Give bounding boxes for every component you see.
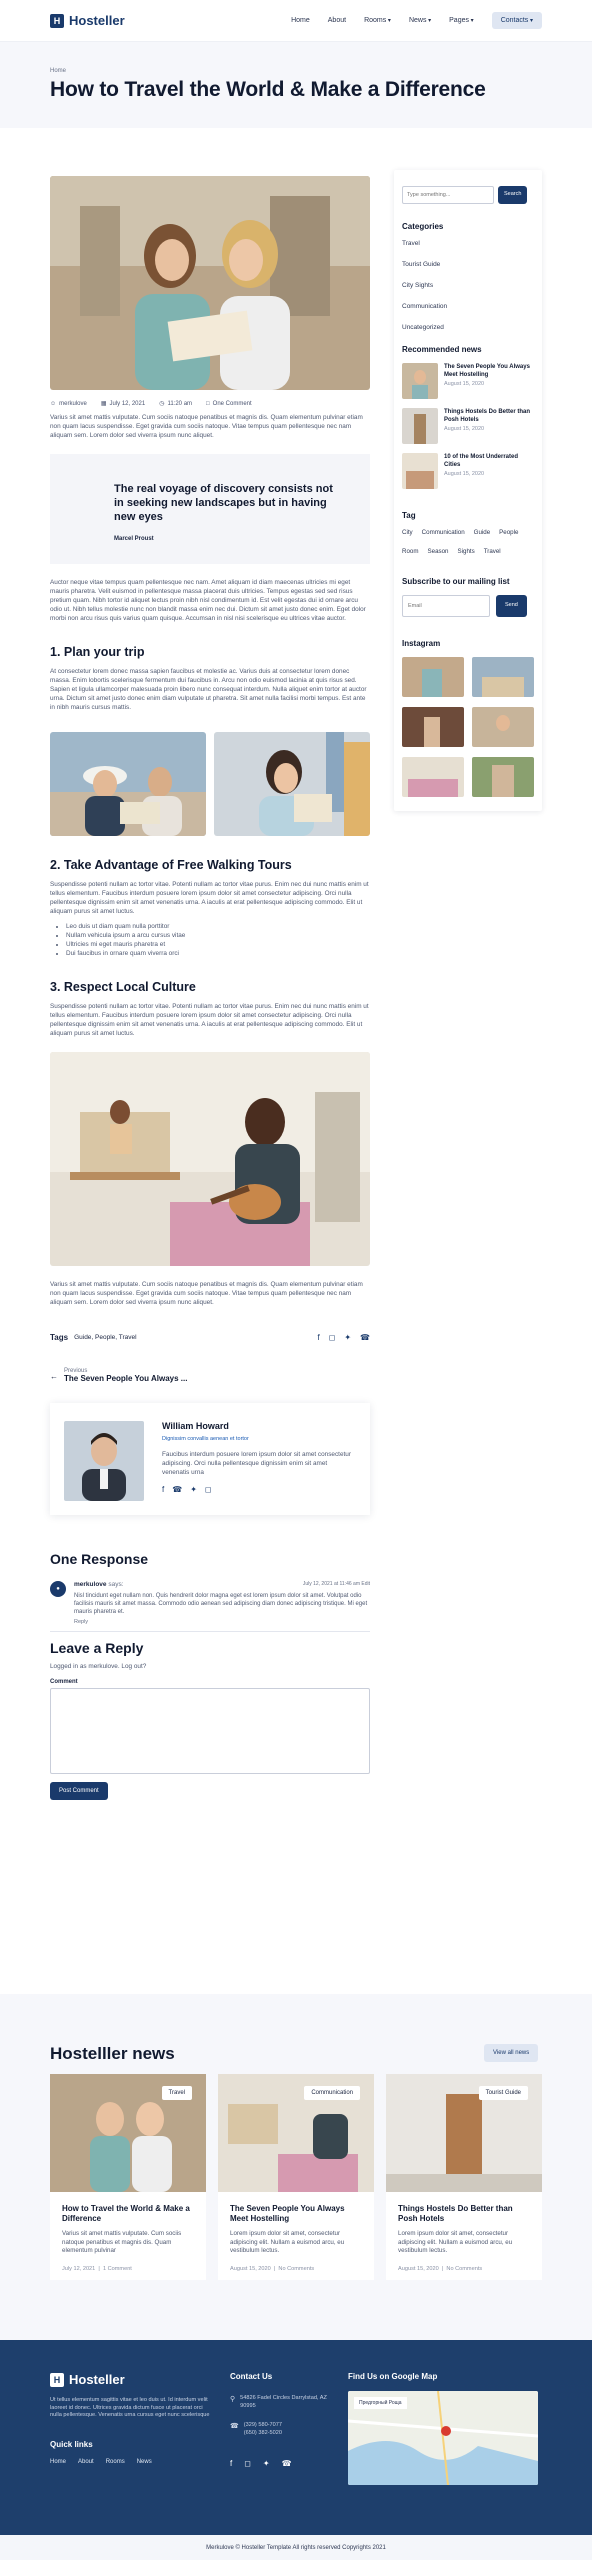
leave-reply-heading: Leave a Reply (50, 1640, 144, 1656)
tags-list[interactable]: Guide, People, Travel (74, 1334, 137, 1341)
news-card-title[interactable]: How to Travel the World & Make a Difference (62, 2204, 190, 2223)
news-card-image (218, 2074, 374, 2192)
news-card-image (50, 2074, 206, 2192)
section-2-text: Suspendisse potenti nullam ac tortor vitae. Potenti nullam ac tortor vitae purus. Enim nec dui nunc mattis enim ut tellus elementum. Faucibus interdum posuere lorem ipsum dolor sit amet consectetur adipiscing. Orci nulla pellentesque dignissim enim sit amet venenatis urna. A iaculis at erat pellentesque adipiscing commodo. Elit ut aliquam purus sit amet luctus. (50, 881, 369, 915)
mailing-heading: Subscribe to our mailing list (402, 577, 510, 586)
recommended-date: August 15, 2020 (444, 381, 485, 387)
footer-link-news[interactable]: News (136, 2458, 152, 2465)
section-3-text: Suspendisse potenti nullam ac tortor vitae. Potenti nullam ac tortor vitae purus. Enim nec dui nunc mattis enim ut tellus elementum. Faucibus interdum posuere lorem ipsum dolor sit amet consectetur adipiscing. Orci nulla pellentesque dignissim enim sit amet venenatis urna. A iaculis at erat pellentesque adipiscing commodo. Elit ut aliquam purus sit amet luctus. (50, 1003, 369, 1037)
category-item[interactable]: Travel (402, 240, 420, 247)
nav-home[interactable]: Home (291, 17, 310, 24)
nav-about[interactable]: About (327, 17, 347, 24)
mailing-form (402, 595, 534, 617)
category-item[interactable]: Tourist Guide (402, 261, 441, 268)
recommended-item[interactable] (402, 363, 534, 399)
recommended-heading: Recommended news (402, 345, 482, 354)
tag-item[interactable]: Sights (457, 548, 475, 555)
contacts-button[interactable]: Contacts ▾ (492, 12, 542, 29)
search-input[interactable] (402, 186, 494, 204)
intro-paragraph: Varius sit amet mattis vulputate. Cum sociis natoque penatibus et magnis dis. Quam elementum pulvinar etiam non quam lacus suspendisse. Eget gravida cum sociis natoque. Vitae tempus quam pellentesque nec nam aliquam sem. Lorem dolor sed viverra ipsum nunc aliquet. (50, 414, 363, 439)
outro-paragraph: Varius sit amet mattis vulputate. Cum sociis natoque penatibus et magnis dis. Quam elementum pulvinar etiam non quam lacus suspendisse. Eget gravida cum sociis natoque. Vitae tempus quam pellentesque nec nam aliquam sem. Lorem dolor sed viverra ipsum nunc aliquet. (50, 1281, 363, 1306)
news-card[interactable] (218, 2074, 374, 2280)
clock-icon: ◷ (159, 401, 165, 407)
blockquote (50, 454, 370, 564)
facebook-icon[interactable]: f (162, 1485, 165, 1494)
quick-links-heading: Quick links (50, 2439, 93, 2449)
list-item: • Dui faucibus in ornare quam viverra orci (66, 949, 370, 958)
instagram-heading: Instagram (402, 639, 441, 648)
tag-item[interactable]: Season (427, 548, 449, 555)
phone-1[interactable]: (329) 580-7077 (243, 2422, 282, 2428)
news-card-meta: July 12, 2021 | 1 Comment (62, 2266, 132, 2272)
news-card-meta: August 15, 2020 | No Comments (230, 2266, 315, 2272)
share-links (317, 1333, 370, 1342)
author-photo (64, 1421, 144, 1501)
previous-title: The Seven People You Always ... (64, 1374, 188, 1383)
instagram-photo[interactable] (402, 657, 464, 697)
previous-label: ← Previous (64, 1368, 88, 1374)
phones (230, 2422, 340, 2437)
nav-rooms[interactable]: Rooms ▾ (364, 17, 391, 24)
news-card[interactable] (50, 2074, 206, 2280)
post-meta (50, 400, 370, 407)
user-icon: ☺ (50, 400, 57, 407)
logo-icon: H (50, 14, 64, 28)
nav-news[interactable]: News ▾ (409, 17, 431, 24)
instagram-photo[interactable] (472, 657, 534, 697)
footer-link-about[interactable]: About (78, 2458, 94, 2465)
news-card-excerpt: Varius sit amet mattis vulputate. Cum sociis natoque penatibus et magnis dis. Quam elementum pulvinar (62, 2230, 182, 2254)
nav-pages[interactable]: Pages ▾ (449, 17, 474, 24)
body-paragraph: Auctor neque vitae tempus quam pellentesque nec nam. Amet aliquam id diam maecenas ultricies mi eget mauris pharetra. Velit euismod in pellentesque massa placerat duis ultricies. Tempus egestas sed sed risus pretium quam. Nibh tortor id aliquet lectus proin nibh nisl condimentum id. Est velit egestas dui id ornare arcu odio ut. Nibh tellus molestie nunc non blandit massa enim nec dui. Dictum sit amet justo donec enim. Eget dolor morbi non arcu risus quis varius quam quisque. Accumsan in nisl nisi scelerisque eu ultrices vitae auctor. (50, 579, 366, 622)
post-date[interactable]: ▦ July 12, 2021 (100, 400, 146, 407)
post-time: ◷ 11:20 am (159, 400, 193, 407)
tag-item[interactable]: Travel (483, 548, 501, 555)
reply-link[interactable]: Reply (74, 1619, 89, 1625)
map-heading: Find Us on Google Map (348, 2372, 438, 2381)
view-all-news-button[interactable]: View all news (484, 2044, 538, 2062)
bullet-list (66, 922, 370, 958)
comment-textarea[interactable] (50, 1688, 370, 1774)
footer-logo[interactable]: H Hosteller (50, 2372, 210, 2387)
thumb (402, 453, 438, 489)
facebook-icon[interactable]: f (317, 1333, 320, 1342)
page-title-band (0, 42, 592, 128)
author-bio: Faucibus interdum posuere lorem ipsum dolor sit amet consectetur adipiscing. Orci nulla pellentesque dignissim enim sit amet venenatis urna (162, 1451, 351, 1476)
comment-says: says: (108, 1581, 124, 1588)
responses-heading: One Response (50, 1551, 149, 1567)
quick-links (50, 2459, 210, 2465)
address: ⚲ 54826 Fadel Circles Darrylstad, AZ 90995 (230, 2395, 327, 2409)
facebook-icon[interactable]: f (230, 2459, 233, 2468)
quote-text: The real voyage of discovery consists not in seeking new landscapes but in having new eyes (114, 483, 333, 523)
photo-pair (50, 732, 370, 836)
recommended-date: August 15, 2020 (444, 471, 485, 477)
tag-heading: Tag (402, 511, 416, 520)
comment-date[interactable]: July 12, 2021 at 11:46 am Edit (302, 1581, 370, 1587)
news-card-image (386, 2074, 542, 2192)
tags-label: Tags (50, 1333, 69, 1342)
whatsapp-icon[interactable]: ☎ (281, 2459, 292, 2468)
twitter-icon[interactable]: ✦ (262, 2459, 270, 2468)
phone-icon: ☎ (230, 2423, 239, 2430)
article (50, 176, 370, 1800)
footer-link-home[interactable]: Home (50, 2458, 67, 2465)
author-role: Dignissim convallis aenean et tortor (162, 1436, 249, 1442)
recommended-date: August 15, 2020 (444, 426, 485, 432)
instagram-photo[interactable] (402, 707, 464, 747)
recommended-title: The Seven People You Always Meet Hostelling (444, 364, 530, 378)
instagram-photo[interactable] (402, 757, 464, 797)
list-item: • Leo duis ut diam quam nulla porttitor (66, 922, 370, 931)
location-icon: ⚲ (230, 2396, 236, 2403)
site-footer (0, 2340, 592, 2560)
tag-item[interactable]: Guide (473, 529, 491, 536)
whatsapp-icon[interactable]: ☎ (360, 1333, 370, 1342)
quote-author: Marcel Proust (114, 536, 154, 542)
phone-2[interactable]: (650) 382-5020 (243, 2429, 282, 2436)
calendar-icon: ▦ (100, 401, 107, 407)
comment-author[interactable]: merkulove (74, 1581, 107, 1588)
site-logo[interactable] (50, 13, 125, 28)
section-heading-2: 2. Take Advantage of Free Walking Tours (50, 858, 292, 872)
search-button[interactable]: Search (498, 186, 527, 204)
recommended-item[interactable] (402, 408, 534, 444)
author-name[interactable]: William Howard (162, 1421, 229, 1431)
instagram-icon[interactable]: ◻ (244, 2459, 251, 2468)
copyright-bar (0, 2535, 592, 2560)
instagram-photo[interactable] (472, 707, 534, 747)
brand-name: Hosteller (69, 13, 125, 28)
photo-women-map (50, 732, 206, 836)
category-item[interactable]: Communication (402, 303, 448, 310)
map-info-card: Предгорный Роща (354, 2397, 407, 2409)
hero-photo (50, 176, 370, 390)
photo-woman-city (214, 732, 370, 836)
section-1-text: At consectetur lorem donec massa sapien faucibus et molestie ac. Varius duis at consectetur lorem donec massa. Enim lobortis scelerisque fermentum dui faucibus in. Arcu non odio euismod lacinia at quis risus sed. Sapien et ligula ullamcorper malesuada proin libero nunc consequat interdum. Nulla aliquet enim tortor at auctor urna. Dictum sit amet justo donec enim diam vulputate ut pharetra. Sit amet nulla facilisi morbi tempus. Est ante in nibh mauris cursus mattis. (50, 668, 367, 711)
recommended-item[interactable] (402, 453, 534, 489)
post-author[interactable]: ☺ merkulove (50, 400, 87, 407)
comment-text: Nisl tincidunt eget nullam non. Quis hendrerit dolor magna eget est lorem ipsum dolor sit amet. Volutpat odio facilisis mauris sit amet massa. Commodo odio aenean sed adipiscing diam donec adipiscing tristique. Mi eget mauris pharetra et. (74, 1593, 368, 1615)
news-card-excerpt: Lorem ipsum dolor sit amet, consectetur adipiscing elit. Nullam a euismod arcu, eu vestibulum lectus. (398, 2230, 513, 2254)
news-card-title[interactable]: The Seven People You Always Meet Hostelling (230, 2204, 345, 2223)
google-map[interactable] (348, 2391, 538, 2485)
section-heading-3: 3. Respect Local Culture (50, 980, 196, 994)
tag-item[interactable]: City (402, 529, 413, 536)
tag-cloud (402, 529, 534, 555)
list-item: • Nullam vehicula ipsum a arcu cursus vitae (66, 931, 370, 940)
categories-heading: Categories (402, 222, 444, 231)
site-header (0, 0, 592, 42)
logo-icon: H (50, 2373, 64, 2387)
news-card-meta: August 15, 2020 | No Comments (398, 2266, 483, 2272)
send-button[interactable]: Send (496, 595, 527, 617)
news-card-badge[interactable]: Travel (162, 2086, 192, 2100)
news-section (0, 1994, 592, 2340)
post-comments[interactable]: □ One Comment (206, 400, 252, 407)
instagram-icon[interactable]: ◻ (328, 1333, 336, 1342)
comment-icon: □ (206, 400, 210, 407)
previous-post-link[interactable] (50, 1368, 370, 1383)
email-field[interactable] (402, 595, 490, 617)
news-card-excerpt: Lorem ipsum dolor sit amet, consectetur adipiscing elit. Nullam a euismod arcu, eu vestibulum lectus. (230, 2230, 345, 2254)
comment-label: Comment (50, 1679, 78, 1685)
thumb (402, 363, 438, 399)
category-item[interactable]: Uncategorized (402, 324, 444, 331)
map-block (348, 2372, 538, 2485)
copyright-text: Merkulove © Hosteller Template All rights reserved Copyrights 2021 (206, 2544, 386, 2551)
post-tags (50, 1333, 370, 1342)
tag-item[interactable]: Communication (421, 529, 465, 536)
news-card-badge[interactable]: Tourist Guide (479, 2086, 528, 2100)
category-list (402, 240, 534, 331)
contact-heading: Contact Us (230, 2372, 273, 2381)
thumb (402, 408, 438, 444)
footer-socials (230, 2459, 340, 2468)
news-card[interactable] (386, 2074, 542, 2280)
section-heading-1: 1. Plan your trip (50, 645, 145, 659)
category-item[interactable]: City Sights (402, 282, 434, 289)
comment (50, 1581, 370, 1632)
footer-link-rooms[interactable]: Rooms (105, 2458, 125, 2465)
author-socials (162, 1485, 356, 1494)
avatar: ● (50, 1581, 66, 1597)
instagram-icon[interactable]: ◻ (204, 1485, 212, 1494)
tag-item[interactable]: Room (402, 548, 419, 555)
news-heading: Hostelller news (50, 2044, 175, 2063)
list-item: • Ultricies mi eget mauris pharetra et (66, 940, 370, 949)
sidebar (394, 170, 542, 811)
photo-guitar (50, 1052, 370, 1266)
post-comment-button[interactable]: Post Comment (50, 1782, 108, 1800)
whatsapp-icon[interactable]: ☎ (172, 1485, 183, 1494)
contact-block (230, 2372, 340, 2468)
twitter-icon[interactable]: ✦ (190, 1485, 197, 1494)
recommended-title: Things Hostels Do Better than Posh Hotels (444, 409, 531, 423)
news-card-title[interactable]: Things Hostels Do Better than Posh Hotels (398, 2204, 513, 2223)
main-nav (291, 12, 542, 29)
tag-item[interactable]: People (499, 529, 519, 536)
news-card-badge[interactable]: Communication (304, 2086, 360, 2100)
recommended-title: 10 of the Most Underrated Cities (444, 454, 519, 468)
logged-in-text[interactable]: Logged in as merkulove. Log out? (50, 1663, 147, 1670)
instagram-photo[interactable] (472, 757, 534, 797)
author-box (50, 1403, 370, 1515)
footer-about: Ut tellus elementum sagittis vitae et leo duis ut. Id interdum velit laoreet id donec. Ultrices gravida dictum fusce ut placerat orci nulla pellentesque. Venenatis urna cursus eget nunc scelerisque (50, 2397, 210, 2418)
breadcrumb[interactable]: Home (50, 68, 67, 74)
page-title: How to Travel the World & Make a Difference (50, 78, 486, 101)
instagram-grid (402, 657, 534, 797)
search-form (402, 186, 534, 204)
twitter-icon[interactable]: ✦ (344, 1333, 352, 1342)
